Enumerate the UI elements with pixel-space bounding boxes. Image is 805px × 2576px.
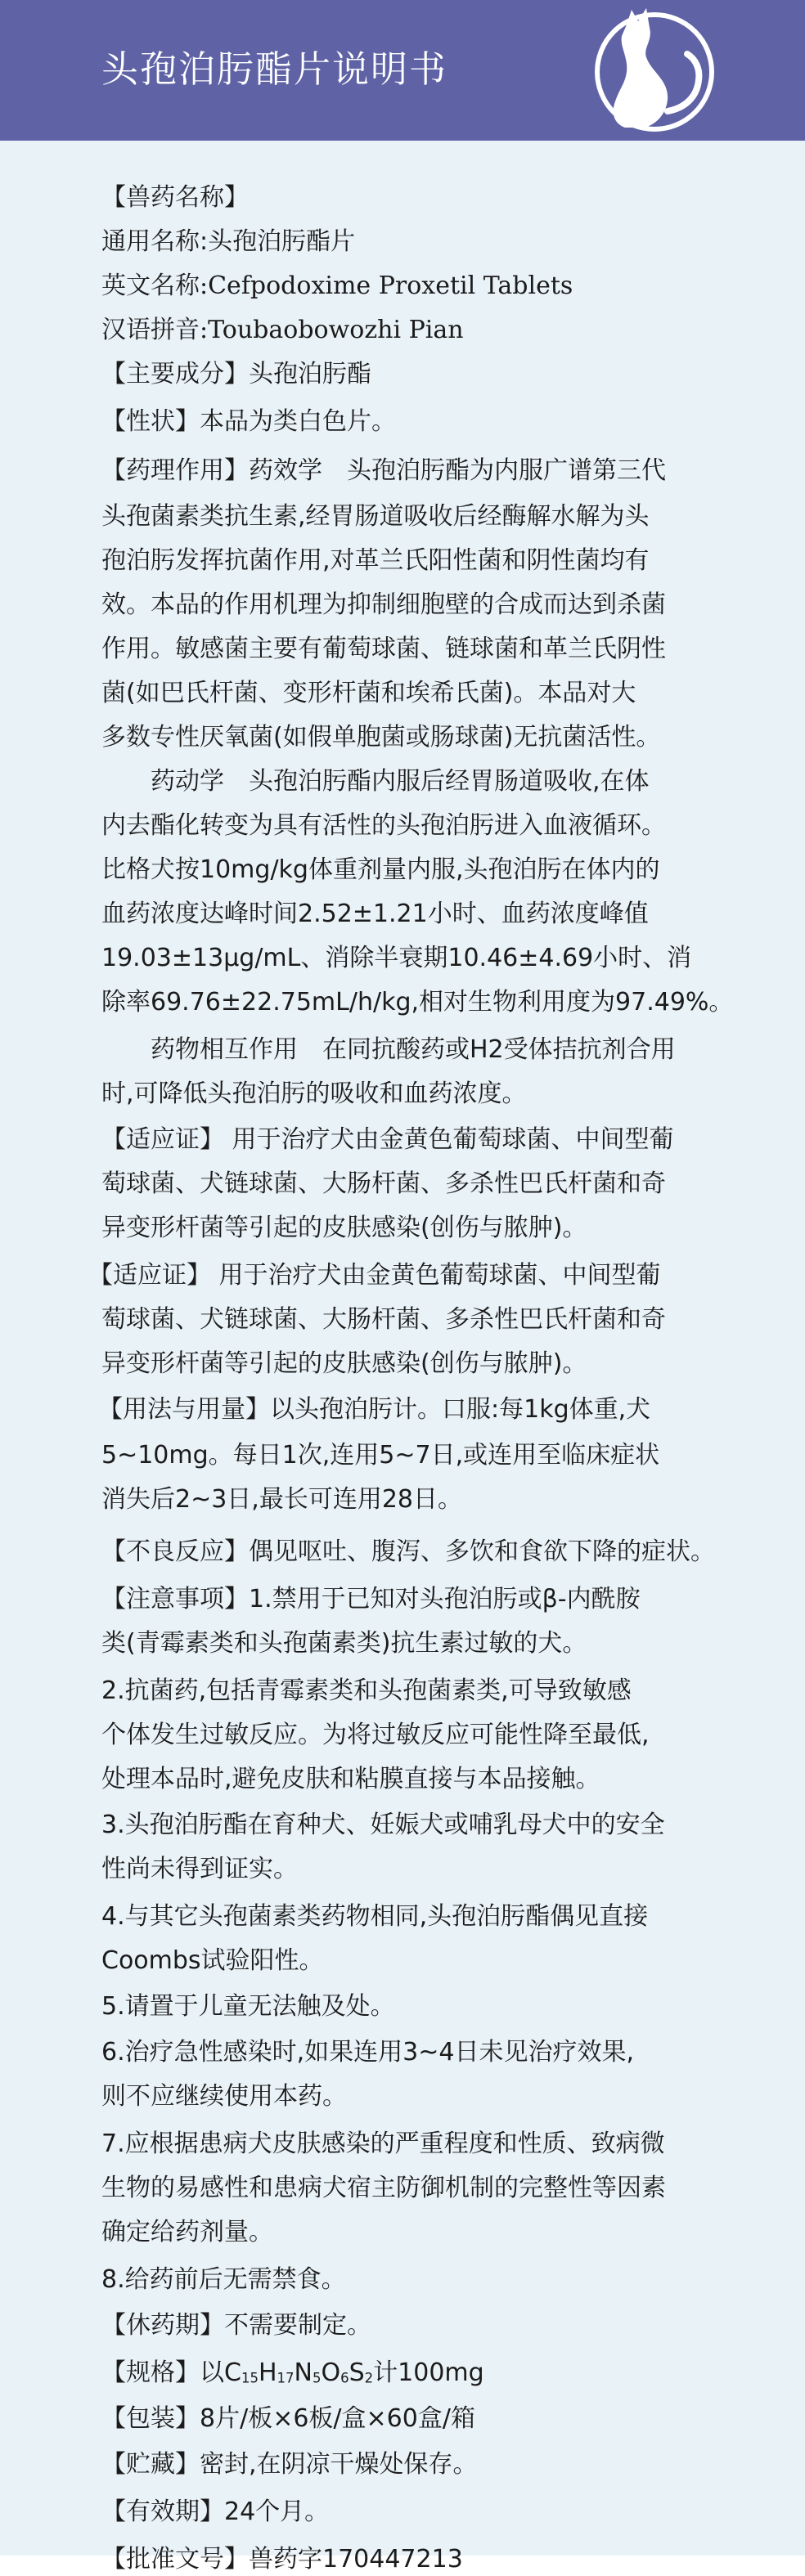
english-name-line: 英文名称:Cefpodoxime Proxetil Tablets: [101, 272, 573, 300]
pharmacology-line: 效。本品的作用机理为抑制细胞壁的合成而达到杀菌: [101, 590, 666, 619]
precaution-line: 确定给药剂量。: [101, 2218, 273, 2246]
precaution-line: 【注意事项】1.禁用于已知对头孢泊肟或β-内酰胺: [101, 1585, 641, 1613]
pharmacokinetics-line: 19.03±13μg/mL、消除半衰期10.46±4.69小时、消: [101, 944, 692, 972]
withdrawal-period-line: 【休药期】不需要制定。: [101, 2311, 371, 2340]
precaution-line: 8.给药前后无需禁食。: [101, 2265, 346, 2294]
pharmacology-line: 头孢菌素类抗生素,经胃肠道吸收后经酶解水解为头: [101, 502, 650, 531]
precaution-line: 2.抗菌药,包括青霉素类和头孢菌素类,可导致敏感: [101, 1676, 632, 1705]
appearance-line: 【性状】本品为类白色片。: [101, 407, 396, 436]
instructions-panel: [0, 141, 805, 2574]
precaution-line: 类(青霉素类和头孢菌素类)抗生素过敏的犬。: [101, 1629, 587, 1658]
pharmacology-line: 菌(如巴氏杆菌、变形杆菌和埃希氏菌)。本品对大: [101, 679, 636, 707]
drug-interaction-line: 时,可降低头孢泊肟的吸收和血药浓度。: [101, 1079, 527, 1108]
indication-line: 异变形杆菌等引起的皮肤感染(创伤与脓肿)。: [101, 1349, 587, 1378]
pharmacology-line: 【药理作用】药效学 头孢泊肟酯为内服广谱第三代: [101, 456, 666, 485]
cat-silhouette-in-circle-icon: [582, 5, 722, 136]
precaution-line: 个体发生过敏反应。为将过敏反应可能性降至最低,: [101, 1721, 650, 1749]
pharmacokinetics-line: 除率69.76±22.75mL/h/kg,相对生物利用度为97.49%。: [101, 988, 734, 1016]
precaution-line: 7.应根据患病犬皮肤感染的严重程度和性质、致病微: [101, 2129, 665, 2158]
precaution-line: 性尚未得到证实。: [101, 1855, 298, 1883]
precaution-line: Coombs试验阳性。: [101, 1946, 324, 1975]
approval-number-line: 【批准文号】兽药字170447213: [101, 2545, 463, 2574]
pharmacokinetics-line: 内去酯化转变为具有活性的头孢泊肟进入血液循环。: [101, 811, 666, 840]
pharmacology-line: 作用。敏感菌主要有葡萄球菌、链球菌和革兰氏阴性: [101, 635, 666, 663]
generic-name-line: 通用名称:头孢泊肟酯片: [101, 227, 356, 256]
pharmacology-line: 多数专性厌氧菌(如假单胞菌或肠球菌)无抗菌活性。: [101, 723, 661, 752]
molecular-formula: $C_{15}H_{17}N_5O_6S_2$: [224, 2358, 374, 2387]
indication-line: 萄球菌、犬链球菌、大肠杆菌、多杀性巴氏杆菌和奇: [101, 1169, 666, 1198]
precaution-line: 则不应继续使用本药。: [101, 2082, 347, 2111]
drug-interaction-line: 药物相互作用 在同抗酸药或H2受体拮抗剂合用: [151, 1035, 676, 1064]
indication-line: 萄球菌、犬链球菌、大肠杆菌、多杀性巴氏杆菌和奇: [101, 1305, 666, 1334]
dosage-line: 【用法与用量】以头孢泊肟计。口服:每1kg体重,犬: [98, 1395, 651, 1424]
dosage-line: 5~10mg。每日1次,连用5~7日,或连用至临床症状: [101, 1441, 660, 1470]
pharmacology-line: 孢泊肟发挥抗菌作用,对革兰氏阳性菌和阴性菌均有: [101, 546, 650, 575]
precaution-line: 6.治疗急性感染时,如果连用3~4日未见治疗效果,: [101, 2038, 635, 2067]
validity-line: 【有效期】24个月。: [101, 2497, 330, 2526]
specification-line: [101, 2357, 484, 2394]
precaution-line: 处理本品时,避免皮肤和粘膜直接与本品接触。: [101, 1765, 600, 1793]
indication-line: 【适应证】 用于治疗犬由金黄色葡萄球菌、中间型葡: [88, 1261, 661, 1290]
indication-line: 异变形杆菌等引起的皮肤感染(创伤与脓肿)。: [101, 1214, 587, 1242]
precaution-line: 4.与其它头孢菌素类药物相同,头孢泊肟酯偶见直接: [101, 1902, 649, 1931]
pharmacokinetics-line: 血药浓度达峰时间2.52±1.21小时、血药浓度峰值: [101, 900, 649, 928]
main-ingredient-line: 【主要成分】头孢泊肟酯: [101, 360, 371, 388]
specification-label: 【规格】以: [101, 2358, 224, 2387]
adverse-reaction-line: 【不良反应】偶见呕吐、腹泻、多饮和食欲下降的症状。: [101, 1537, 715, 1566]
precaution-line: 3.头孢泊肟酯在育种犬、妊娠犬或哺乳母犬中的安全: [101, 1811, 665, 1839]
pharmacokinetics-line: 药动学 头孢泊肟酯内服后经胃肠道吸收,在体: [151, 767, 650, 796]
dosage-line: 消失后2~3日,最长可连用28日。: [101, 1485, 463, 1514]
indication-line: 【适应证】 用于治疗犬由金黄色葡萄球菌、中间型葡: [101, 1125, 674, 1154]
storage-line: 【贮藏】密封,在阴凉干燥处保存。: [101, 2450, 478, 2479]
precaution-line: 5.请置于儿童无法触及处。: [101, 1992, 395, 2021]
pharmacokinetics-line: 比格犬按10mg/kg体重剂量内服,头孢泊肟在体内的: [101, 855, 660, 884]
page-header: [0, 0, 805, 141]
packaging-line: 【包装】8片/板×6板/盒×60盒/箱: [101, 2404, 475, 2433]
section-vet-name-header: 【兽药名称】: [101, 183, 249, 212]
specification-amount: 计100mg: [373, 2358, 484, 2387]
page-title: 头孢泊肟酯片说明书: [101, 47, 448, 91]
pinyin-name-line: 汉语拼音:Toubaobowozhi Pian: [101, 316, 464, 344]
precaution-line: 生物的易感性和患病犬宿主防御机制的完整性等因素: [101, 2174, 666, 2202]
